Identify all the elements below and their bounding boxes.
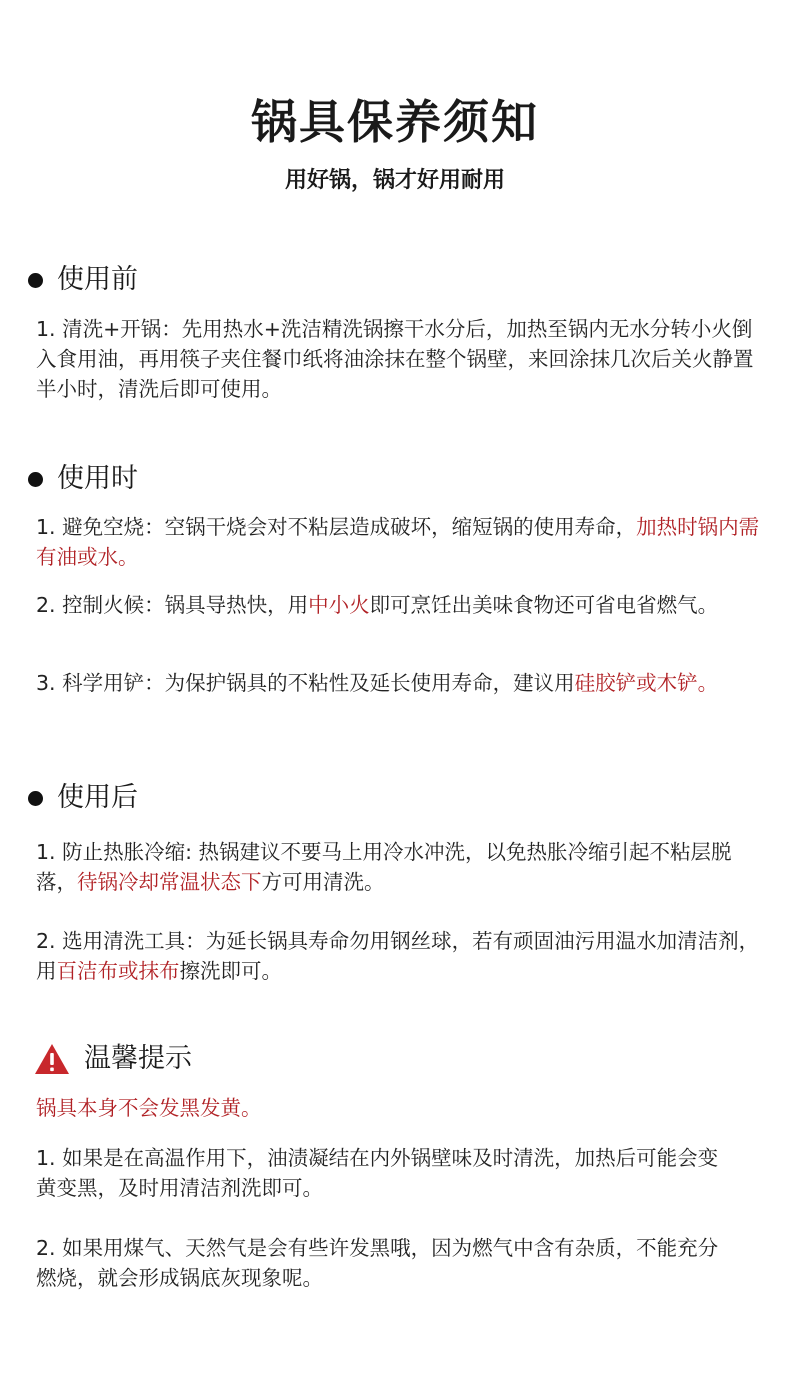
section-heading-label: 温馨提示 bbox=[84, 1043, 192, 1074]
tips-highlight: 锅具本身不会发黑发黄。 bbox=[36, 1096, 262, 1120]
section-heading-during bbox=[26, 461, 138, 497]
item-highlight: 加热时锅内需有油或水。 bbox=[36, 515, 760, 569]
warning-triangle-icon bbox=[34, 1043, 70, 1075]
during-item-2 bbox=[36, 590, 761, 620]
during-item-1 bbox=[36, 512, 761, 572]
item-text: 擦洗即可。 bbox=[179, 959, 282, 983]
page-title: 锅具保养须知 bbox=[251, 95, 539, 149]
section-heading-label: 使用时 bbox=[57, 463, 138, 494]
item-highlight: 待锅冷却常温状态下 bbox=[77, 870, 262, 894]
item-highlight: 中小火 bbox=[308, 593, 370, 617]
before-item-1: 1. 清洗+开锅：先用热水+洗洁精洗锅擦干水分后，加热至锅内无水分转小火倒入食用油，再用筷子夹住餐巾纸将油涂抹在整个锅壁，来回涂抹几次后关火静置半小时，清洗后即可使用。 bbox=[36, 317, 754, 401]
after-item-1 bbox=[36, 837, 761, 897]
section-heading-label: 使用前 bbox=[57, 264, 138, 295]
after-item-2 bbox=[36, 926, 761, 986]
item-highlight: 硅胶铲或木铲。 bbox=[574, 671, 719, 695]
item-text: 1. 防止热胀冷缩: 热锅建议不要马上用冷水冲洗，以免热胀冷缩引起不粘层脱落， bbox=[36, 840, 732, 894]
section-heading-after bbox=[26, 780, 138, 816]
during-item-3 bbox=[36, 668, 761, 698]
bullet-dot-icon bbox=[28, 273, 43, 288]
bullet-dot-icon bbox=[28, 791, 43, 806]
item-highlight: 百洁布或抹布 bbox=[56, 959, 180, 983]
item-text: 即可烹饪出美味食物还可省电省燃气。 bbox=[369, 593, 719, 617]
item-text: 2. 控制火候：锅具导热快，用 bbox=[36, 593, 309, 617]
section-heading-tips bbox=[34, 1041, 192, 1077]
item-text: 方可用清洗。 bbox=[261, 870, 385, 894]
section-heading-before bbox=[26, 262, 138, 298]
item-text: 2. 选用清洗工具：为延长锅具寿命勿用钢丝球，若有顽固油污用温水加清洁剂，用 bbox=[36, 929, 760, 983]
tips-item-1: 1. 如果是在高温作用下，油渍凝结在内外锅壁味及时清洗，加热后可能会变黄变黑，及时用清洁剂洗即可。 bbox=[36, 1146, 719, 1200]
tips-item-2: 2. 如果用煤气、天然气是会有些许发黑哦，因为燃气中含有杂质，不能充分燃烧，就会形成锅底灰现象呢。 bbox=[36, 1236, 719, 1290]
item-text: 1. 避免空烧：空锅干烧会对不粘层造成破坏，缩短锅的使用寿命， bbox=[36, 515, 637, 539]
section-heading-label: 使用后 bbox=[57, 782, 138, 813]
bullet-dot-icon bbox=[28, 472, 43, 487]
page-subtitle: 用好锅，锅才好用耐用 bbox=[284, 168, 505, 193]
item-text: 3. 科学用铲：为保护锅具的不粘性及延长使用寿命，建议用 bbox=[36, 671, 575, 695]
